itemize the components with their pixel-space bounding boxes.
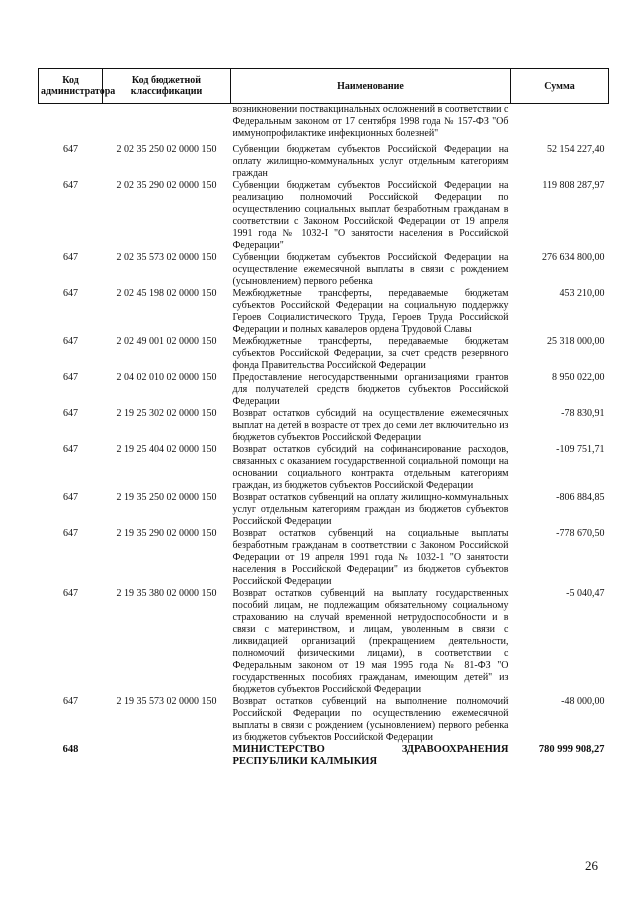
table-row <box>39 444 609 492</box>
row-sum: 119 808 287,97 <box>542 180 605 191</box>
row-code: 2 19 25 404 02 0000 150 <box>116 444 217 455</box>
table-row <box>39 252 609 288</box>
row-code: 2 19 25 302 02 0000 150 <box>116 408 217 419</box>
row-sum: 52 154 227,40 <box>547 144 605 155</box>
row-admin: 647 <box>63 144 78 155</box>
budget-document <box>38 68 608 768</box>
row-admin: 647 <box>63 288 78 299</box>
row-sum: -48 000,00 <box>561 696 605 707</box>
row-admin: 648 <box>62 744 79 755</box>
row-code: 2 02 35 573 02 0000 150 <box>116 252 217 263</box>
row-admin: 647 <box>63 408 78 419</box>
row-sum: -5 040,47 <box>566 588 605 599</box>
row-admin: 647 <box>63 528 78 539</box>
row-sum: 25 318 000,00 <box>547 336 605 347</box>
row-admin: 647 <box>63 588 78 599</box>
table-row <box>39 528 609 588</box>
row-name: Субвенции бюджетам субъектов Российской Федерации на оплату жилищно-коммунальных услуг отдельным категориям граждан <box>232 144 509 179</box>
header-sum: Сумма <box>511 69 609 104</box>
row-code <box>103 744 231 768</box>
row-name: МИНИСТЕРСТВО ЗДРАВООХРАНЕНИЯ РЕСПУБЛИКИ КАЛМЫКИЯ <box>232 744 509 767</box>
row-name: Возврат остатков субвенций на выполнение полномочий Российской Федерации по осуществлению ежемесячной выплаты в связи с рождением (усыновлением) первого ребенка из бюджетов субъектов Российской Федерации <box>232 696 509 743</box>
row-name: Межбюджетные трансферты, передаваемые бюджетам субъектов Российской Федерации, за счет средств резервного фонда Правительства Российской Федерации <box>232 336 509 371</box>
row-admin: 647 <box>63 372 78 383</box>
header-admin: Код администратора <box>39 69 103 104</box>
table-row <box>39 336 609 372</box>
row-name: Субвенции бюджетам субъектов Российской Федерации на осуществление ежемесячной выплаты в связи с рождением (усыновлением) первого ребенка <box>232 252 509 287</box>
row-admin: 647 <box>63 696 78 707</box>
row-code: 2 19 35 250 02 0000 150 <box>116 492 217 503</box>
row-name: Возврат остатков субвенций на оплату жилищно-коммунальных услуг отдельным категориям граждан из бюджетов субъектов Российской Федерации <box>232 492 509 527</box>
row-code: 2 19 35 380 02 0000 150 <box>116 588 217 599</box>
row-sum: -109 751,71 <box>556 444 605 455</box>
table-row <box>39 288 609 336</box>
table-body <box>39 104 609 769</box>
row-code: 2 02 49 001 02 0000 150 <box>116 336 217 347</box>
row-code: 2 02 45 198 02 0000 150 <box>116 288 217 299</box>
table-row <box>39 408 609 444</box>
table-row <box>39 744 609 768</box>
row-sum: 780 999 908,27 <box>538 744 605 755</box>
table-row <box>39 144 609 180</box>
row-name: Межбюджетные трансферты, передаваемые бюджетам субъектов Российской Федерации на социальную поддержку Героев Социалистического Труда, Героев Труда Российской Федерации и полных кавалеров ордена Трудовой Славы <box>232 288 509 335</box>
table-row <box>39 696 609 744</box>
row-code: 2 04 02 010 02 0000 150 <box>116 372 217 383</box>
row-name: Возврат остатков субсидий на софинансирование расходов, связанных с оказанием государственной социальной помощи на основании социального контракта отдельным категориям граждан, из бюджетов субъектов Российской Федерации <box>232 444 509 491</box>
header-name: Наименование <box>231 69 511 104</box>
row-admin: 647 <box>63 444 78 455</box>
header-code: Код бюджетной классификации <box>103 69 231 104</box>
row-admin: 647 <box>63 492 78 503</box>
row-name: Предоставление негосударственными организациями грантов для получателей средств бюджетов субъектов Российской Федерации <box>232 372 509 407</box>
row-admin: 647 <box>63 336 78 347</box>
row-sum: 8 950 022,00 <box>552 372 605 383</box>
row-code: 2 19 35 573 02 0000 150 <box>116 696 217 707</box>
row-name: Возврат остатков субсидий на осуществление ежемесячных выплат на детей в возрасте от трех до семи лет включительно из бюджетов субъектов Российской Федерации <box>232 408 509 443</box>
table-row-continuation <box>39 104 609 145</box>
row-sum: -806 884,85 <box>556 492 605 503</box>
page-number: 26 <box>585 858 598 873</box>
row-code: 2 02 35 290 02 0000 150 <box>116 180 217 191</box>
table-row <box>39 180 609 252</box>
row-name: Возврат остатков субвенций на выплату государственных пособий лицам, не подлежащим обязательному социальному страхованию на случай временной нетрудоспособности и в связи с материнством, и лицам, уволенным в связи с ликвидацией организаций (прекращением деятельности, полномочий физическими лицами), в соответствии с Федеральным законом от 19 мая 1995 года № 81-ФЗ "О государственных пособиях гражданам, имеющим детей" из бюджетов субъектов Российской Федерации <box>232 588 509 695</box>
row-name: Возврат остатков субвенций на социальные выплаты безработным гражданам в соответствии с Законом Российской Федерации от 19 апреля 1991 года № 1032-1 "О занятости населения в Российской Федерации" из бюджетов субъектов Российской Федерации <box>232 528 509 587</box>
table-header <box>39 69 609 104</box>
table-row <box>39 588 609 696</box>
row-sum: -78 830,91 <box>561 408 605 419</box>
row-sum: 276 634 800,00 <box>542 252 605 263</box>
row-name: Субвенции бюджетам субъектов Российской Федерации на реализацию полномочий Российской Федерации по осуществлению социальных выплат безработным гражданам в соответствии с Законом Российской Федерации от 19 апреля 1991 года № 1032-I "О занятости населения в Российской Федерации" <box>232 180 509 251</box>
table-row <box>39 372 609 408</box>
row-code: 2 02 35 250 02 0000 150 <box>116 144 217 155</box>
row-sum: 453 210,00 <box>559 288 605 299</box>
row-code: 2 19 35 290 02 0000 150 <box>116 528 217 539</box>
table-row <box>39 492 609 528</box>
row-admin: 647 <box>63 252 78 263</box>
row-sum: -778 670,50 <box>556 528 605 539</box>
row-name: возникновении поствакцинальных осложнений в соответствии с Федеральным законом от 17 сентября 1998 года № 157-ФЗ "Об иммунопрофилактике инфекционных болезней" <box>232 104 509 139</box>
budget-table <box>38 68 609 768</box>
row-admin: 647 <box>63 180 78 191</box>
